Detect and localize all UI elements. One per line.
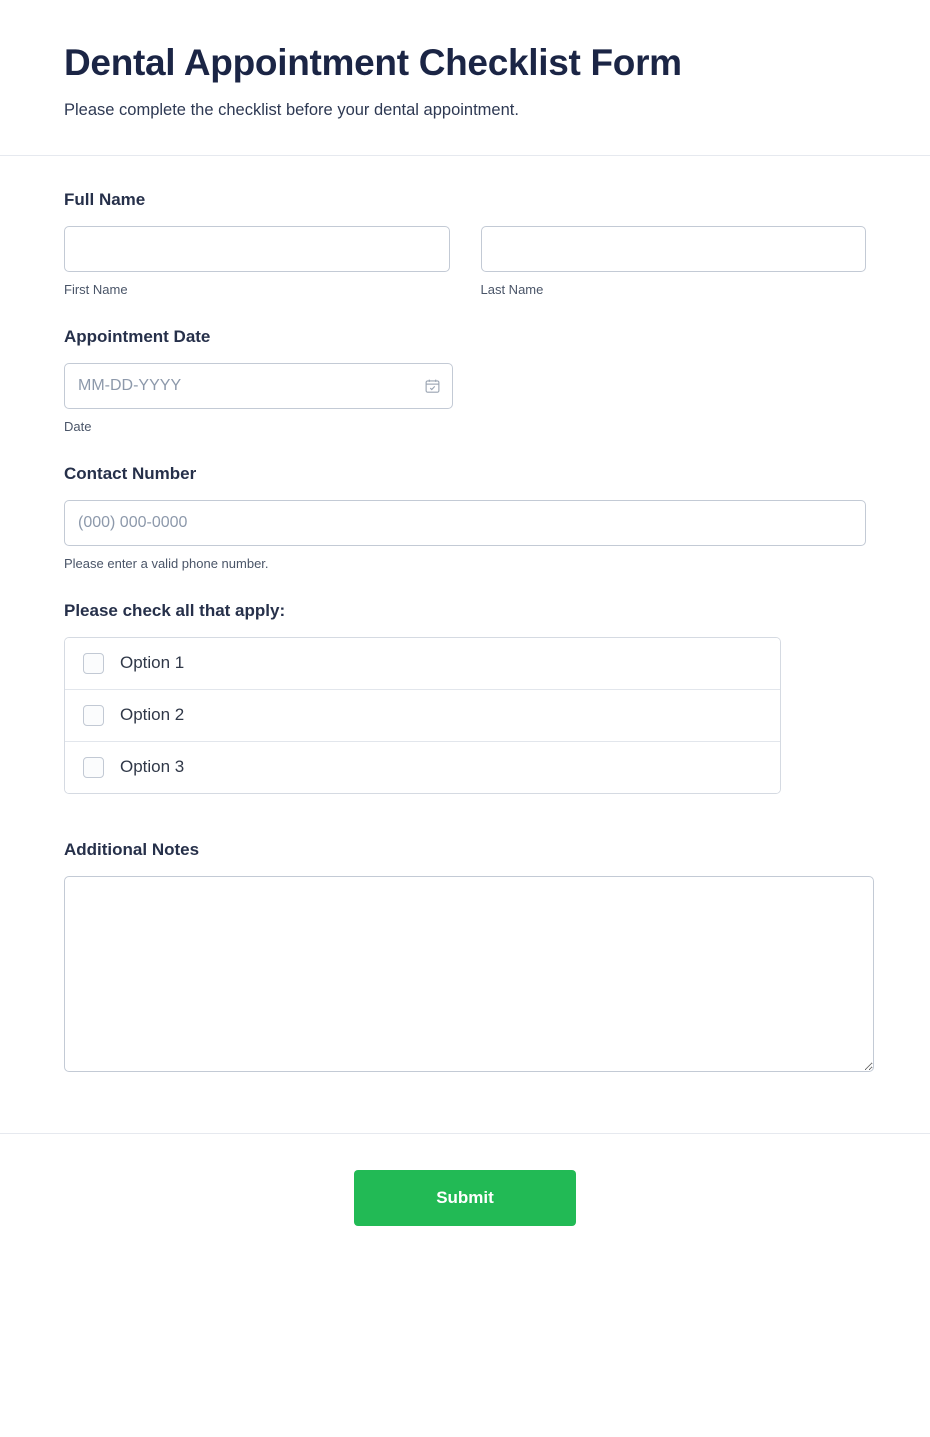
full-name-row <box>64 226 866 297</box>
checklist-option-label: Option 2 <box>120 705 185 725</box>
last-name-sublabel: Last Name <box>480 281 544 297</box>
field-contact-number <box>64 464 866 571</box>
last-name-col <box>481 226 867 297</box>
contact-number-sublabel: Please enter a valid phone number. <box>64 555 269 571</box>
first-name-col <box>64 226 450 297</box>
page-title: Dental Appointment Checklist Form <box>64 42 682 83</box>
submit-button[interactable]: Submit <box>354 1170 576 1226</box>
checkbox-icon[interactable] <box>83 653 104 674</box>
checklist-option-label: Option 1 <box>120 653 185 673</box>
form-header <box>0 0 930 156</box>
checkbox-icon[interactable] <box>83 705 104 726</box>
page-subtitle: Please complete the checklist before your dental appointment. <box>64 100 519 119</box>
form-body <box>0 156 930 1133</box>
first-name-input[interactable] <box>64 226 450 272</box>
field-checklist <box>64 601 866 794</box>
checklist-option-label: Option 3 <box>120 757 185 777</box>
additional-notes-textarea[interactable] <box>64 876 874 1072</box>
checkbox-icon[interactable] <box>83 757 104 778</box>
additional-notes-label: Additional Notes <box>64 839 200 859</box>
field-additional-notes <box>64 840 866 1077</box>
full-name-label: Full Name <box>64 189 146 209</box>
appointment-date-label: Appointment Date <box>64 326 211 346</box>
checklist-group <box>64 637 781 794</box>
contact-number-label: Contact Number <box>64 463 197 483</box>
appointment-date-input[interactable] <box>64 363 453 409</box>
form-footer <box>0 1133 930 1272</box>
contact-number-input[interactable] <box>64 500 866 546</box>
checklist-label: Please check all that apply: <box>64 600 286 620</box>
checklist-option-1[interactable] <box>65 638 780 690</box>
field-appointment-date <box>64 327 866 434</box>
last-name-input[interactable] <box>481 226 867 272</box>
appointment-date-sublabel: Date <box>64 418 92 434</box>
field-full-name <box>64 190 866 297</box>
checklist-option-3[interactable] <box>65 742 780 793</box>
checklist-option-2[interactable] <box>65 690 780 742</box>
date-input-wrap <box>64 363 453 409</box>
first-name-sublabel: First Name <box>64 281 128 297</box>
